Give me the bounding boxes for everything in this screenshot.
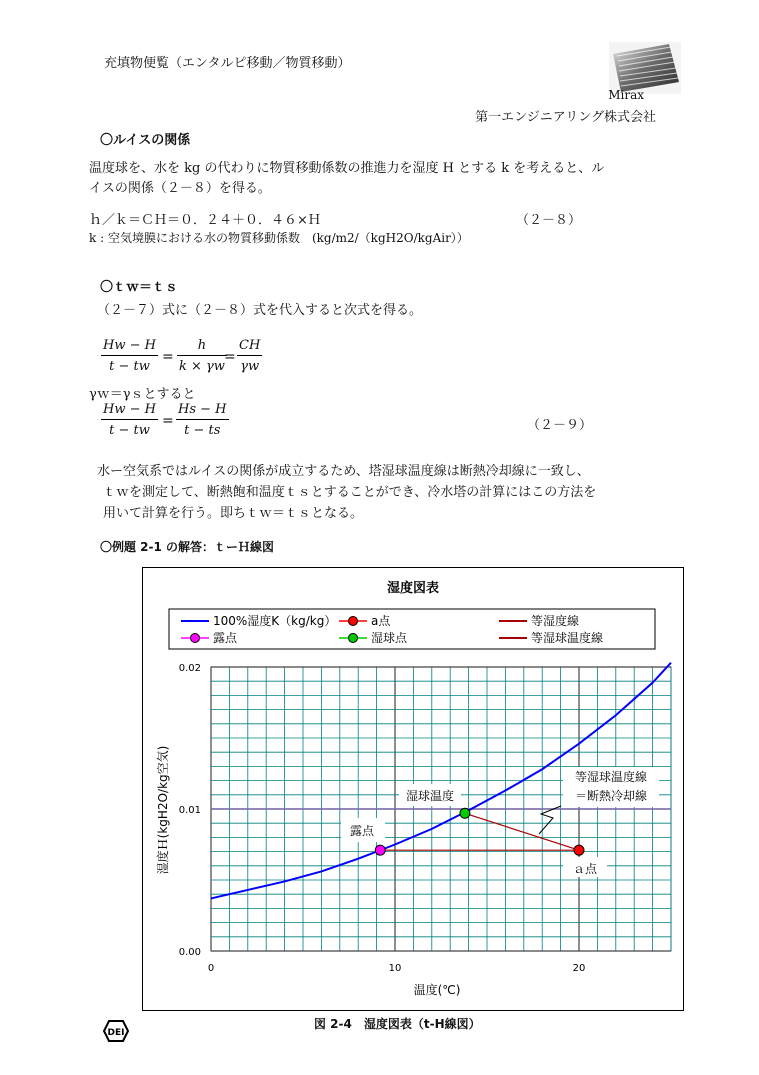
fraction-hw-h-over-t-tw-2: [101, 402, 158, 438]
header-title: 充填物便覧（エンタルピ移動／物質移動）: [104, 56, 351, 71]
x-tick-label: 10: [388, 963, 402, 974]
tw-paragraph-line1: 水ー空気系ではルイスの関係が成立するため、塔湿球温度線は断熱冷却線に一致し、: [97, 464, 590, 479]
annotation-iso-line-1: 等湿球温度線: [574, 770, 648, 784]
fraction-hs-h-over-t-ts: [176, 402, 229, 438]
legend-label: 湿球点: [371, 631, 408, 645]
lewis-paragraph-line1: 温度球を、水を kg の代わりに物質移動係数の推進力を湿度 H とする k を考えると、ル: [89, 161, 605, 176]
fraction-numerator: Hw − H: [101, 338, 158, 356]
annotation-wetbulb-temp: 湿球温度: [405, 789, 455, 803]
section-heading-example: 〇例題 2-1 の解答：ｔーＨ線図: [100, 540, 275, 554]
packing-product-image: [609, 42, 681, 94]
lewis-equation-number: （２－８）: [516, 213, 582, 228]
equals-sign: =: [224, 349, 236, 365]
lewis-paragraph-line2: イスの関係（２－８）を得る。: [89, 181, 271, 196]
fraction-denominator: t − tw: [109, 359, 150, 374]
humidity-chart: [142, 567, 684, 1011]
legend-swatch-marker: [349, 617, 358, 626]
legend-label: 等湿度線: [531, 614, 580, 628]
equation-number-2-9: （２－９）: [527, 418, 593, 433]
fraction-numerator: h: [177, 338, 227, 356]
fraction-denominator: k × γw: [179, 359, 225, 374]
chart-point-a: [574, 845, 584, 855]
chart-point-wetbulb: [460, 808, 470, 818]
brand-name: Mirax: [608, 88, 644, 102]
legend-label: 等湿球温度線: [531, 631, 604, 645]
chart-point-dew: [375, 845, 385, 855]
legend-label: 露点: [213, 631, 238, 645]
equals-sign: =: [162, 349, 174, 365]
figure-caption: 図 2-4 湿度図表（t-H線図）: [314, 1017, 481, 1031]
y-axis-label: 湿度Ｈ(kgH2O/kg空気): [156, 745, 170, 875]
tw-intro: （２－７）式に（２－８）式を代入すると次式を得る。: [97, 303, 423, 318]
x-axis-label: 温度(℃): [413, 983, 461, 997]
section-heading-tw: 〇ｔｗ＝ｔｓ: [100, 280, 179, 295]
legend-swatch-marker: [349, 634, 358, 643]
y-tick-label: 0.01: [178, 805, 201, 816]
gamma-condition: γｗ＝γｓとすると: [89, 387, 196, 402]
annotation-a-point: ａ点: [572, 862, 598, 876]
fraction-denominator: t − ts: [184, 423, 221, 438]
annotation-dew-point: 露点: [349, 824, 375, 838]
legend-swatch-marker: [191, 634, 200, 643]
legend-label: a点: [371, 614, 391, 628]
section-heading-lewis: 〇ルイスの関係: [100, 133, 191, 148]
y-tick-label: 0.00: [178, 947, 201, 958]
tw-paragraph-line2: ｔｗを測定して、断熱飽和温度ｔｓとすることができ、冷水塔の計算にはこの方法を: [103, 485, 597, 500]
y-tick-label: 0.02: [178, 663, 201, 674]
tw-paragraph-line3: 用いて計算を行う。即ちｔｗ＝ｔｓとなる。: [103, 506, 364, 521]
legend-label: 100%湿度K（kg/kg）: [213, 614, 337, 628]
fraction-numerator: CH: [237, 338, 262, 356]
chart-title: 湿度図表: [386, 581, 440, 596]
fraction-ch-over-gamma: [237, 338, 262, 374]
equals-sign: =: [162, 413, 174, 429]
dei-logo-text: DEI: [107, 1028, 125, 1038]
x-tick-label: 20: [572, 963, 586, 974]
annotation-iso-line-2: ＝断熱冷却線: [574, 789, 648, 803]
dei-logo-icon: [103, 1019, 129, 1043]
fraction-hw-h-over-t-tw: [101, 338, 158, 374]
dei-logo: [103, 1019, 129, 1047]
fraction-denominator: γw: [240, 359, 260, 374]
fraction-denominator: t − tw: [109, 423, 150, 438]
humidity-chart-svg: [143, 568, 683, 1010]
k-definition: k : 空気境膜における水の物質移動係数 (kg/m2/（kgH2O/kgAir））: [89, 231, 469, 245]
plot-area: [179, 663, 671, 974]
fraction-numerator: Hw − H: [101, 402, 158, 420]
company-name: 第一エンジニアリング株式会社: [475, 110, 656, 125]
x-tick-label: 0: [207, 963, 215, 974]
lewis-equation: ｈ／ｋ＝ＣＨ＝０．２４＋０．４６×Ｈ: [89, 213, 321, 228]
fraction-numerator: Hs − H: [176, 402, 229, 420]
packing-image-graphic: [609, 42, 681, 94]
fraction-h-over-k-gamma: [177, 338, 227, 374]
